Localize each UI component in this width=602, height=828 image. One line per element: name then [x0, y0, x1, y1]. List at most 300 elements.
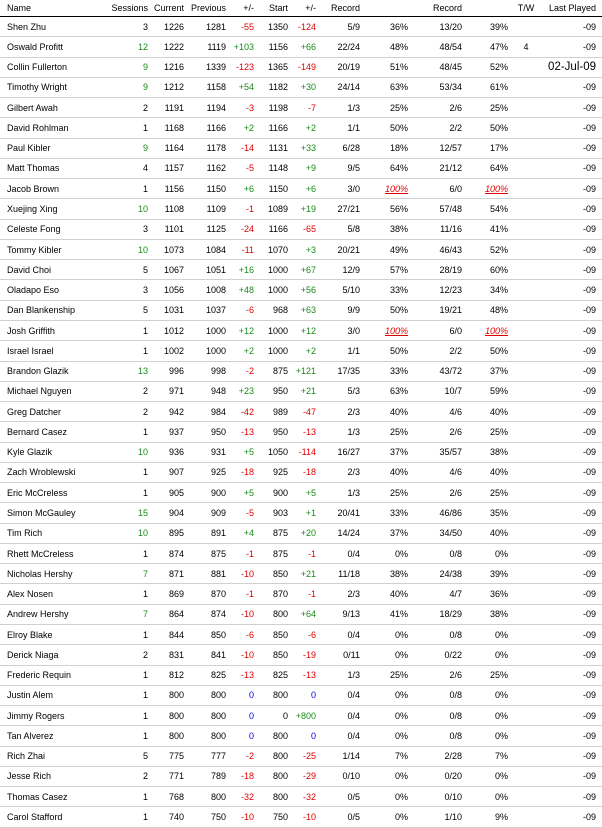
current-rating-cell: 771	[148, 766, 184, 786]
table-row	[0, 746, 602, 766]
record-games-cell: 48/45	[408, 57, 462, 77]
table-row	[0, 17, 602, 37]
record-games-pct-cell: 25%	[462, 98, 508, 118]
table-row	[0, 118, 602, 138]
tw-cell	[508, 584, 544, 604]
last-played-cell: -09	[544, 17, 602, 37]
record-cell: 1/1	[316, 118, 360, 138]
record-cell: 1/3	[316, 665, 360, 685]
player-name: Xuejing Xing	[0, 199, 106, 219]
start-rating-cell: 1000	[254, 280, 288, 300]
record-games-cell: 19/21	[408, 300, 462, 320]
delta-start-cell: +1	[288, 503, 316, 523]
tw-cell	[508, 706, 544, 726]
tw-cell	[508, 523, 544, 543]
table-row	[0, 341, 602, 361]
delta-start-cell: -32	[288, 787, 316, 807]
delta-start-cell: +20	[288, 523, 316, 543]
last-played-cell: -09	[544, 98, 602, 118]
start-rating-cell: 870	[254, 584, 288, 604]
delta-previous-cell: +6	[226, 179, 254, 199]
delta-start-cell: +121	[288, 361, 316, 381]
sessions-cell: 5	[106, 300, 148, 320]
table-row	[0, 624, 602, 644]
delta-start-cell: +800	[288, 706, 316, 726]
record-pct-cell: 25%	[360, 483, 408, 503]
start-rating-cell: 1156	[254, 37, 288, 57]
record-games-cell: 0/22	[408, 645, 462, 665]
current-rating-cell: 831	[148, 645, 184, 665]
tw-cell	[508, 280, 544, 300]
delta-start-cell: +12	[288, 320, 316, 340]
table-row	[0, 564, 602, 584]
player-name: Michael Nguyen	[0, 381, 106, 401]
record-games-pct-cell: 40%	[462, 462, 508, 482]
record-pct-cell: 48%	[360, 37, 408, 57]
previous-rating-cell: 900	[184, 483, 226, 503]
start-rating-cell: 950	[254, 422, 288, 442]
record-games-pct-cell: 0%	[462, 624, 508, 644]
sessions-cell: 1	[106, 584, 148, 604]
tw-cell	[508, 57, 544, 77]
sessions-cell: 1	[106, 543, 148, 563]
tw-cell	[508, 564, 544, 584]
sessions-cell: 1	[106, 179, 148, 199]
player-name: Dan Blankenship	[0, 300, 106, 320]
start-rating-cell: 1350	[254, 17, 288, 37]
last-played-cell: -09	[544, 685, 602, 705]
record-cell: 3/0	[316, 179, 360, 199]
tw-cell	[508, 17, 544, 37]
sessions-cell: 5	[106, 746, 148, 766]
tw-cell	[508, 483, 544, 503]
start-rating-cell: 950	[254, 381, 288, 401]
last-played-cell: -09	[544, 239, 602, 259]
table-row	[0, 645, 602, 665]
header-delta-previous: +/-	[226, 0, 254, 17]
player-name: Gilbert Awah	[0, 98, 106, 118]
start-rating-cell: 825	[254, 665, 288, 685]
record-games-pct-cell: 52%	[462, 239, 508, 259]
current-rating-cell: 874	[148, 543, 184, 563]
record-games-pct-cell: 34%	[462, 280, 508, 300]
last-played-cell: -09	[544, 381, 602, 401]
start-rating-cell: 1198	[254, 98, 288, 118]
previous-rating-cell: 1109	[184, 199, 226, 219]
sessions-cell: 4	[106, 158, 148, 178]
record-games-pct-cell: 52%	[462, 57, 508, 77]
sessions-cell: 1	[106, 807, 148, 827]
record-pct-cell: 64%	[360, 158, 408, 178]
delta-start-cell: +67	[288, 260, 316, 280]
record-games-pct-cell: 0%	[462, 787, 508, 807]
player-name: Matt Thomas	[0, 158, 106, 178]
last-played-cell: -09	[544, 260, 602, 280]
record-pct-cell: 56%	[360, 199, 408, 219]
tw-cell	[508, 260, 544, 280]
start-rating-cell: 1182	[254, 77, 288, 97]
delta-start-cell: -6	[288, 624, 316, 644]
player-name: Andrew Hershy	[0, 604, 106, 624]
start-rating-cell: 900	[254, 483, 288, 503]
previous-rating-cell: 950	[184, 422, 226, 442]
delta-previous-cell: -6	[226, 624, 254, 644]
delta-previous-cell: 0	[226, 706, 254, 726]
delta-start-cell: -1	[288, 584, 316, 604]
delta-previous-cell: +5	[226, 442, 254, 462]
table-row	[0, 462, 602, 482]
player-name: Oladapo Eso	[0, 280, 106, 300]
record-cell: 9/13	[316, 604, 360, 624]
record-games-cell: 2/2	[408, 118, 462, 138]
table-row	[0, 787, 602, 807]
record-games-cell: 53/34	[408, 77, 462, 97]
previous-rating-cell: 998	[184, 361, 226, 381]
delta-previous-cell: +23	[226, 381, 254, 401]
current-rating-cell: 996	[148, 361, 184, 381]
delta-previous-cell: -3	[226, 98, 254, 118]
delta-previous-cell: +2	[226, 118, 254, 138]
header-delta-start: +/-	[288, 0, 316, 17]
record-games-cell: 2/6	[408, 422, 462, 442]
sessions-cell: 7	[106, 564, 148, 584]
record-cell: 9/9	[316, 300, 360, 320]
table-row	[0, 706, 602, 726]
record-cell: 0/5	[316, 787, 360, 807]
delta-previous-cell: +2	[226, 341, 254, 361]
last-played-cell: -09	[544, 300, 602, 320]
delta-start-cell: -7	[288, 98, 316, 118]
record-games-cell: 0/8	[408, 706, 462, 726]
start-rating-cell: 1148	[254, 158, 288, 178]
last-played-cell: -09	[544, 787, 602, 807]
tw-cell	[508, 462, 544, 482]
tw-cell	[508, 118, 544, 138]
record-games-pct-cell: 38%	[462, 442, 508, 462]
record-games-pct-cell: 0%	[462, 645, 508, 665]
tw-cell	[508, 665, 544, 685]
delta-start-cell: -124	[288, 17, 316, 37]
sessions-cell: 1	[106, 726, 148, 746]
delta-previous-cell: -1	[226, 543, 254, 563]
sessions-cell: 10	[106, 523, 148, 543]
sessions-cell: 1	[106, 320, 148, 340]
header-previous: Previous	[184, 0, 226, 17]
current-rating-cell: 895	[148, 523, 184, 543]
delta-start-cell: +63	[288, 300, 316, 320]
tw-cell	[508, 77, 544, 97]
record-games-cell: 57/48	[408, 199, 462, 219]
delta-previous-cell: -1	[226, 199, 254, 219]
record-cell: 22/24	[316, 37, 360, 57]
record-cell: 0/4	[316, 706, 360, 726]
delta-start-cell: -13	[288, 665, 316, 685]
sessions-cell: 1	[106, 706, 148, 726]
record-pct-cell: 7%	[360, 746, 408, 766]
record-pct-cell: 0%	[360, 645, 408, 665]
delta-start-cell: +66	[288, 37, 316, 57]
tw-cell	[508, 138, 544, 158]
record-cell: 2/3	[316, 402, 360, 422]
player-name: Alex Nosen	[0, 584, 106, 604]
sessions-cell: 13	[106, 361, 148, 381]
current-rating-cell: 1056	[148, 280, 184, 300]
player-name: Frederic Requin	[0, 665, 106, 685]
header-name: Name	[0, 0, 106, 17]
delta-previous-cell: +16	[226, 260, 254, 280]
last-played-cell: -09	[544, 280, 602, 300]
record-cell: 9/5	[316, 158, 360, 178]
player-name: Justin Alem	[0, 685, 106, 705]
table-row	[0, 584, 602, 604]
player-name: Timothy Wright	[0, 77, 106, 97]
record-cell: 5/9	[316, 17, 360, 37]
record-games-pct-cell: 38%	[462, 604, 508, 624]
sessions-cell: 1	[106, 665, 148, 685]
previous-rating-cell: 1162	[184, 158, 226, 178]
start-rating-cell: 1050	[254, 442, 288, 462]
table-row	[0, 766, 602, 786]
record-pct-cell: 0%	[360, 624, 408, 644]
start-rating-cell: 1089	[254, 199, 288, 219]
player-name: Josh Griffith	[0, 320, 106, 340]
record-games-cell: 0/20	[408, 766, 462, 786]
player-name: Derick Niaga	[0, 645, 106, 665]
delta-previous-cell: -123	[226, 57, 254, 77]
record-games-pct-cell: 40%	[462, 402, 508, 422]
start-rating-cell: 850	[254, 564, 288, 584]
header-tw: T/W	[508, 0, 544, 17]
record-pct-cell: 36%	[360, 17, 408, 37]
record-cell: 5/3	[316, 381, 360, 401]
current-rating-cell: 800	[148, 706, 184, 726]
last-played-cell: -09	[544, 726, 602, 746]
table-row	[0, 98, 602, 118]
tw-cell	[508, 624, 544, 644]
record-games-cell: 0/8	[408, 685, 462, 705]
header-record-games: Record	[408, 0, 462, 17]
record-cell: 5/10	[316, 280, 360, 300]
table-row	[0, 665, 602, 685]
delta-previous-cell: -18	[226, 462, 254, 482]
last-played-cell: -09	[544, 320, 602, 340]
current-rating-cell: 844	[148, 624, 184, 644]
sessions-cell: 2	[106, 402, 148, 422]
previous-rating-cell: 1166	[184, 118, 226, 138]
start-rating-cell: 850	[254, 645, 288, 665]
delta-previous-cell: -55	[226, 17, 254, 37]
delta-start-cell: +2	[288, 118, 316, 138]
tw-cell	[508, 746, 544, 766]
record-cell: 20/19	[316, 57, 360, 77]
previous-rating-cell: 800	[184, 706, 226, 726]
record-games-cell: 0/10	[408, 787, 462, 807]
tw-cell	[508, 361, 544, 381]
start-rating-cell: 925	[254, 462, 288, 482]
player-name: Bernard Casez	[0, 422, 106, 442]
previous-rating-cell: 1125	[184, 219, 226, 239]
current-rating-cell: 871	[148, 564, 184, 584]
table-row	[0, 543, 602, 563]
last-played-cell: -09	[544, 483, 602, 503]
table-row	[0, 442, 602, 462]
previous-rating-cell: 870	[184, 584, 226, 604]
record-pct-cell: 25%	[360, 665, 408, 685]
delta-start-cell: -18	[288, 462, 316, 482]
record-games-cell: 12/23	[408, 280, 462, 300]
sessions-cell: 5	[106, 260, 148, 280]
tw-cell	[508, 199, 544, 219]
previous-rating-cell: 875	[184, 543, 226, 563]
record-cell: 0/4	[316, 543, 360, 563]
record-games-cell: 2/6	[408, 665, 462, 685]
record-cell: 0/11	[316, 645, 360, 665]
current-rating-cell: 1002	[148, 341, 184, 361]
current-rating-cell: 812	[148, 665, 184, 685]
tw-cell: 4	[508, 37, 544, 57]
previous-rating-cell: 891	[184, 523, 226, 543]
table-row	[0, 523, 602, 543]
delta-previous-cell: -24	[226, 219, 254, 239]
last-played-cell: -09	[544, 807, 602, 827]
record-games-pct-cell: 61%	[462, 77, 508, 97]
start-rating-cell: 1150	[254, 179, 288, 199]
current-rating-cell: 971	[148, 381, 184, 401]
record-pct-cell: 57%	[360, 260, 408, 280]
table-row	[0, 402, 602, 422]
sessions-cell: 2	[106, 381, 148, 401]
player-name: Nicholas Hershy	[0, 564, 106, 584]
record-cell: 14/24	[316, 523, 360, 543]
record-games-pct-cell: 17%	[462, 138, 508, 158]
record-pct-cell: 63%	[360, 381, 408, 401]
record-games-pct-cell: 36%	[462, 584, 508, 604]
tw-cell	[508, 320, 544, 340]
current-rating-cell: 1212	[148, 77, 184, 97]
start-rating-cell: 0	[254, 706, 288, 726]
delta-start-cell: +30	[288, 77, 316, 97]
delta-previous-cell: +48	[226, 280, 254, 300]
sessions-cell: 1	[106, 118, 148, 138]
record-pct-cell: 0%	[360, 766, 408, 786]
start-rating-cell: 1166	[254, 118, 288, 138]
sessions-cell: 2	[106, 645, 148, 665]
record-cell: 2/3	[316, 462, 360, 482]
start-rating-cell: 1131	[254, 138, 288, 158]
last-played-cell: -09	[544, 442, 602, 462]
delta-previous-cell: +4	[226, 523, 254, 543]
sessions-cell: 1	[106, 624, 148, 644]
tw-cell	[508, 219, 544, 239]
record-games-cell: 13/20	[408, 17, 462, 37]
current-rating-cell: 1067	[148, 260, 184, 280]
last-played-cell: -09	[544, 462, 602, 482]
last-played-cell: -09	[544, 746, 602, 766]
previous-rating-cell: 841	[184, 645, 226, 665]
delta-start-cell: +21	[288, 381, 316, 401]
delta-previous-cell: -10	[226, 807, 254, 827]
last-played-cell: -09	[544, 138, 602, 158]
player-name: Tan Alverez	[0, 726, 106, 746]
delta-start-cell: -25	[288, 746, 316, 766]
tw-cell	[508, 300, 544, 320]
player-name: Jesse Rich	[0, 766, 106, 786]
delta-start-cell: -19	[288, 645, 316, 665]
last-played-cell: -09	[544, 219, 602, 239]
delta-previous-cell: -2	[226, 361, 254, 381]
record-games-pct-cell: 0%	[462, 685, 508, 705]
current-rating-cell: 1168	[148, 118, 184, 138]
record-pct-cell: 37%	[360, 523, 408, 543]
current-rating-cell: 905	[148, 483, 184, 503]
record-pct-cell: 18%	[360, 138, 408, 158]
start-rating-cell: 875	[254, 523, 288, 543]
previous-rating-cell: 1000	[184, 341, 226, 361]
delta-start-cell: +33	[288, 138, 316, 158]
record-games-pct-cell: 39%	[462, 564, 508, 584]
last-played-cell: -09	[544, 37, 602, 57]
record-games-cell: 1/10	[408, 807, 462, 827]
record-games-pct-cell: 25%	[462, 483, 508, 503]
sessions-cell: 1	[106, 422, 148, 442]
delta-previous-cell: 0	[226, 726, 254, 746]
last-played-cell: -09	[544, 766, 602, 786]
record-games-pct-cell: 100%	[462, 179, 508, 199]
previous-rating-cell: 1000	[184, 320, 226, 340]
delta-start-cell: 0	[288, 685, 316, 705]
current-rating-cell: 800	[148, 726, 184, 746]
start-rating-cell: 800	[254, 604, 288, 624]
tw-cell	[508, 158, 544, 178]
record-games-pct-cell: 25%	[462, 422, 508, 442]
delta-previous-cell: -10	[226, 564, 254, 584]
last-played-cell: -09	[544, 604, 602, 624]
tw-cell	[508, 503, 544, 523]
previous-rating-cell: 800	[184, 726, 226, 746]
delta-start-cell: +6	[288, 179, 316, 199]
delta-start-cell: -114	[288, 442, 316, 462]
previous-rating-cell: 1150	[184, 179, 226, 199]
start-rating-cell: 1000	[254, 341, 288, 361]
delta-previous-cell: -13	[226, 665, 254, 685]
record-pct-cell: 50%	[360, 118, 408, 138]
current-rating-cell: 768	[148, 787, 184, 807]
current-rating-cell: 904	[148, 503, 184, 523]
tw-cell	[508, 402, 544, 422]
record-pct-cell: 0%	[360, 726, 408, 746]
player-name: Kyle Glazik	[0, 442, 106, 462]
current-rating-cell: 1164	[148, 138, 184, 158]
delta-previous-cell: 0	[226, 685, 254, 705]
current-rating-cell: 1012	[148, 320, 184, 340]
record-games-cell: 48/54	[408, 37, 462, 57]
current-rating-cell: 1073	[148, 239, 184, 259]
record-cell: 20/21	[316, 239, 360, 259]
record-games-pct-cell: 35%	[462, 503, 508, 523]
record-games-pct-cell: 59%	[462, 381, 508, 401]
record-cell: 1/3	[316, 98, 360, 118]
table-row	[0, 320, 602, 340]
sessions-cell: 1	[106, 341, 148, 361]
record-cell: 27/21	[316, 199, 360, 219]
delta-start-cell: +21	[288, 564, 316, 584]
last-played-cell: -09	[544, 341, 602, 361]
previous-rating-cell: 874	[184, 604, 226, 624]
record-pct-cell: 40%	[360, 402, 408, 422]
record-cell: 1/3	[316, 422, 360, 442]
record-games-cell: 46/43	[408, 239, 462, 259]
last-played-cell: 02-Jul-09	[544, 57, 602, 77]
